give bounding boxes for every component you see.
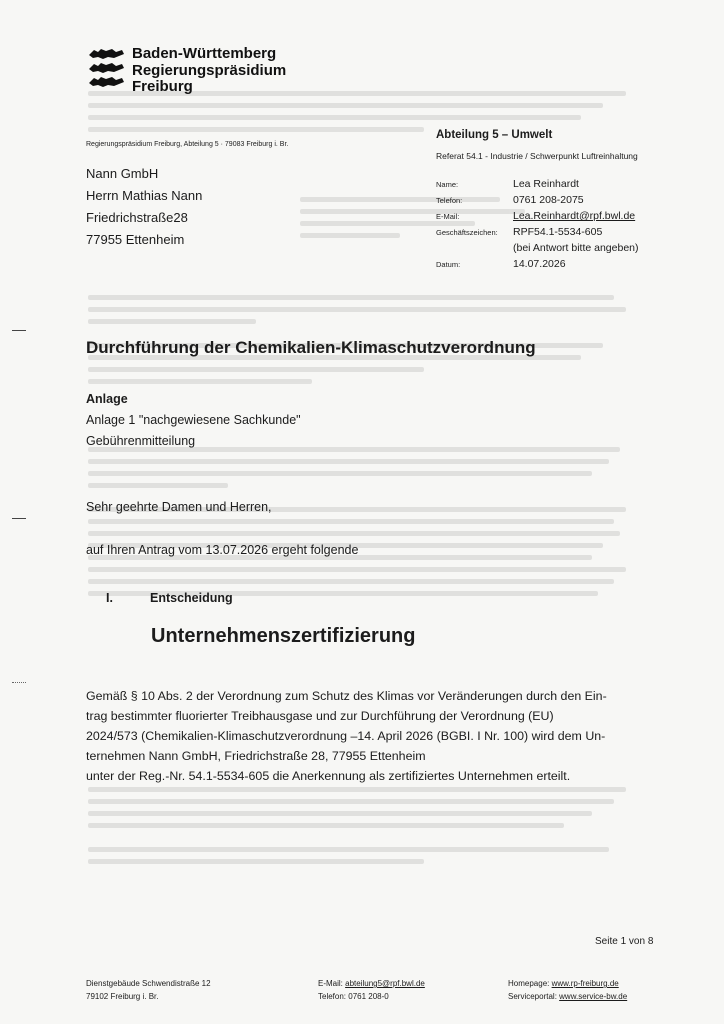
section-title: Entscheidung <box>150 591 233 605</box>
footer-label: Homepage: <box>508 979 550 988</box>
contact-label: Datum: <box>436 259 461 269</box>
fold-mark <box>12 330 26 331</box>
fold-mark <box>12 682 26 683</box>
referat-line: Referat 54.1 - Industrie / Schwerpunkt Luftreinhaltung <box>436 151 638 161</box>
contact-label: Telefon: <box>436 195 463 205</box>
footer-homepage-link[interactable]: www.rp-freiburg.de <box>551 979 619 988</box>
contact-email-link[interactable]: Lea.Reinhardt@rpf.bwl.de <box>513 210 636 222</box>
recipient-line: Nann GmbH <box>86 166 159 181</box>
enclosures-heading: Anlage <box>86 392 128 406</box>
footer-address <box>86 977 211 1003</box>
show-through-texture <box>88 780 648 871</box>
contact-label: Geschäftszeichen: <box>436 227 498 237</box>
recipient-address <box>86 163 202 251</box>
footer-web <box>508 977 627 1003</box>
logo-text <box>132 46 286 96</box>
footer-line: 79102 Freiburg i. Br. <box>86 992 159 1001</box>
enclosure-item: Gebührenmitteilung <box>86 434 196 448</box>
punch-mark <box>12 518 26 519</box>
state-logo <box>86 46 286 96</box>
section-number: I. <box>106 591 113 605</box>
body-line: Gemäß § 10 Abs. 2 der Verordnung zum Schutz des Klimas vor Veränderungen durch den Ein- <box>86 689 607 703</box>
intro-sentence: auf Ihren Antrag vom 13.07.2026 ergeht folgende <box>86 543 359 557</box>
contact-block <box>436 176 639 272</box>
decision-title: Unternehmenszertifizierung <box>151 625 416 647</box>
body-line: 2024/573 (Chemikalien-Klimaschutzverordnung –14. April 2026 (BGBI. I Nr. 100) wird dem Un- <box>86 729 606 743</box>
footer-contact <box>318 977 425 1003</box>
decision-text <box>86 686 656 786</box>
letter-date: 14.07.2026 <box>513 258 566 270</box>
footer-line: Dienstgebäude Schwendistraße 12 <box>86 979 211 988</box>
salutation: Sehr geehrte Damen und Herren, <box>86 500 272 514</box>
body-line: unter der Reg.-Nr. 54.1-5534-605 die Anerkennung als zertifiziertes Unternehmen erteilt. <box>86 769 571 783</box>
contact-phone: 0761 208-2075 <box>513 194 584 206</box>
reference-number: RPF54.1-5534-605 <box>513 226 603 238</box>
lions-coat-of-arms-icon <box>86 46 126 90</box>
contact-label: E-Mail: <box>436 211 460 221</box>
footer-line: Telefon: 0761 208-0 <box>318 992 389 1001</box>
footer-portal-link[interactable]: www.service-bw.de <box>559 992 628 1001</box>
sender-address-line: Regierungspräsidium Freiburg, Abteilung 5 · 79083 Freiburg i. Br. <box>86 141 289 148</box>
footer-email-link[interactable]: abteilung5@rpf.bwl.de <box>345 979 425 988</box>
body-line: trag bestimmter fluorierter Treibhausgase und zur Durchführung der Verordnung (EU) <box>86 709 554 723</box>
logo-line: Regierungspräsidium <box>132 61 287 79</box>
footer-label: Serviceportal: <box>508 992 557 1001</box>
recipient-line: 77955 Ettenheim <box>86 232 185 247</box>
section-heading <box>106 591 233 605</box>
logo-line: Baden-Württemberg <box>132 45 277 62</box>
footer-label: E-Mail: <box>318 979 343 988</box>
contact-name: Lea Reinhardt <box>513 178 579 190</box>
department-heading: Abteilung 5 – Umwelt <box>436 129 553 141</box>
show-through-texture <box>88 440 648 603</box>
enclosures <box>86 389 301 452</box>
subject-heading: Durchführung der Chemikalien-Klimaschutzverordnung <box>86 338 536 357</box>
enclosure-item: Anlage 1 "nachgewiesene Sachkunde" <box>86 413 301 427</box>
page-number: Seite 1 von 8 <box>595 936 654 947</box>
recipient-line: Friedrichstraße28 <box>86 210 188 225</box>
contact-label: Name: <box>436 179 459 189</box>
reference-note: (bei Antwort bitte angeben) <box>513 242 639 254</box>
recipient-line: Herrn Mathias Nann <box>86 188 203 203</box>
body-line: ternehmen Nann GmbH, Friedrichstraße 28, 77955 Ettenheim <box>86 749 426 763</box>
logo-line: Freiburg <box>132 78 193 95</box>
